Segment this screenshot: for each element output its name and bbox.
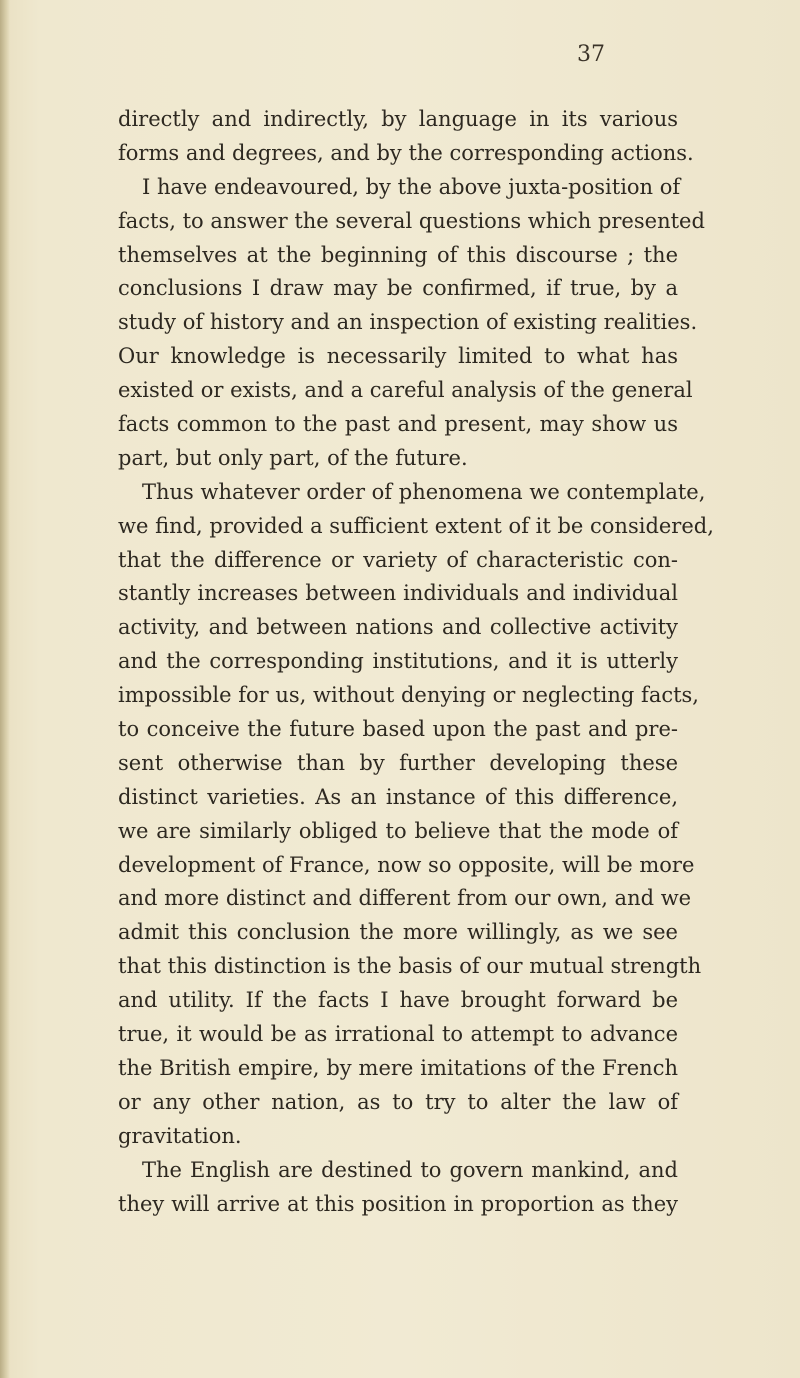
text-line: and the corresponding institutions, and it is utterly — [118, 649, 678, 674]
text-line: part, but only part, of the future. — [118, 445, 468, 470]
text-line: and utility. If the facts I have brought forward be — [118, 988, 678, 1013]
page-binding-edge — [0, 0, 10, 1378]
text-line: directly and indirectly, by language in its various — [118, 107, 678, 131]
text-line: to conceive the future based upon the past and pre- — [118, 717, 678, 742]
text-line: they will arrive at this position in proportion as they — [118, 1191, 678, 1216]
text-line: study of history and an inspection of existing realities. — [118, 310, 698, 335]
text-line: I have endeavoured, by the above juxta-position of — [142, 174, 681, 199]
text-line: existed or exists, and a careful analysis of the general — [118, 378, 693, 403]
text-line: distinct varieties. As an instance of this difference, — [118, 784, 678, 809]
page-number: 37 — [577, 42, 605, 67]
body-text — [118, 103, 714, 1221]
text-line: and more distinct and different from our own, and we — [118, 886, 692, 911]
text-line: admit this conclusion the more willingly, as we see — [118, 920, 678, 945]
text-line: the British empire, by mere imitations of the French — [118, 1055, 678, 1080]
text-line: sent otherwise than by further developing these — [118, 750, 678, 775]
text-line: or any other nation, as to try to alter the law of — [118, 1089, 678, 1114]
text-line: themselves at the beginning of this discourse ; the — [118, 242, 678, 267]
text-line: forms and degrees, and by the corresponding actions. — [118, 140, 694, 165]
text-line: conclusions I draw may be confirmed, if true, by a — [118, 276, 678, 301]
text-line: facts common to the past and present, may show us — [118, 412, 678, 437]
text-line: that the difference or variety of characteristic con- — [118, 547, 678, 572]
text-line: Thus whatever order of phenomena we contemplate, — [142, 479, 706, 504]
text-line: development of France, now so opposite, will be more — [118, 852, 695, 877]
text-line: impossible for us, without denying or neglecting facts, — [118, 683, 699, 708]
text-line: stantly increases between individuals and individual — [118, 581, 678, 606]
text-line: The English are destined to govern mankind, and — [142, 1157, 678, 1182]
text-line: Our knowledge is necessarily limited to what has — [118, 344, 678, 369]
text-line: that this distinction is the basis of our mutual strength — [118, 954, 702, 979]
text-line: we are similarly obliged to believe that the mode of — [118, 818, 678, 843]
text-line: gravitation. — [118, 1123, 242, 1148]
text-line: we find, provided a sufficient extent of it be considered, — [118, 513, 714, 538]
text-line: activity, and between nations and collective activity — [118, 615, 678, 640]
text-line: true, it would be as irrational to attempt to advance — [118, 1022, 678, 1047]
text-line: facts, to answer the several questions which presented — [118, 208, 705, 233]
